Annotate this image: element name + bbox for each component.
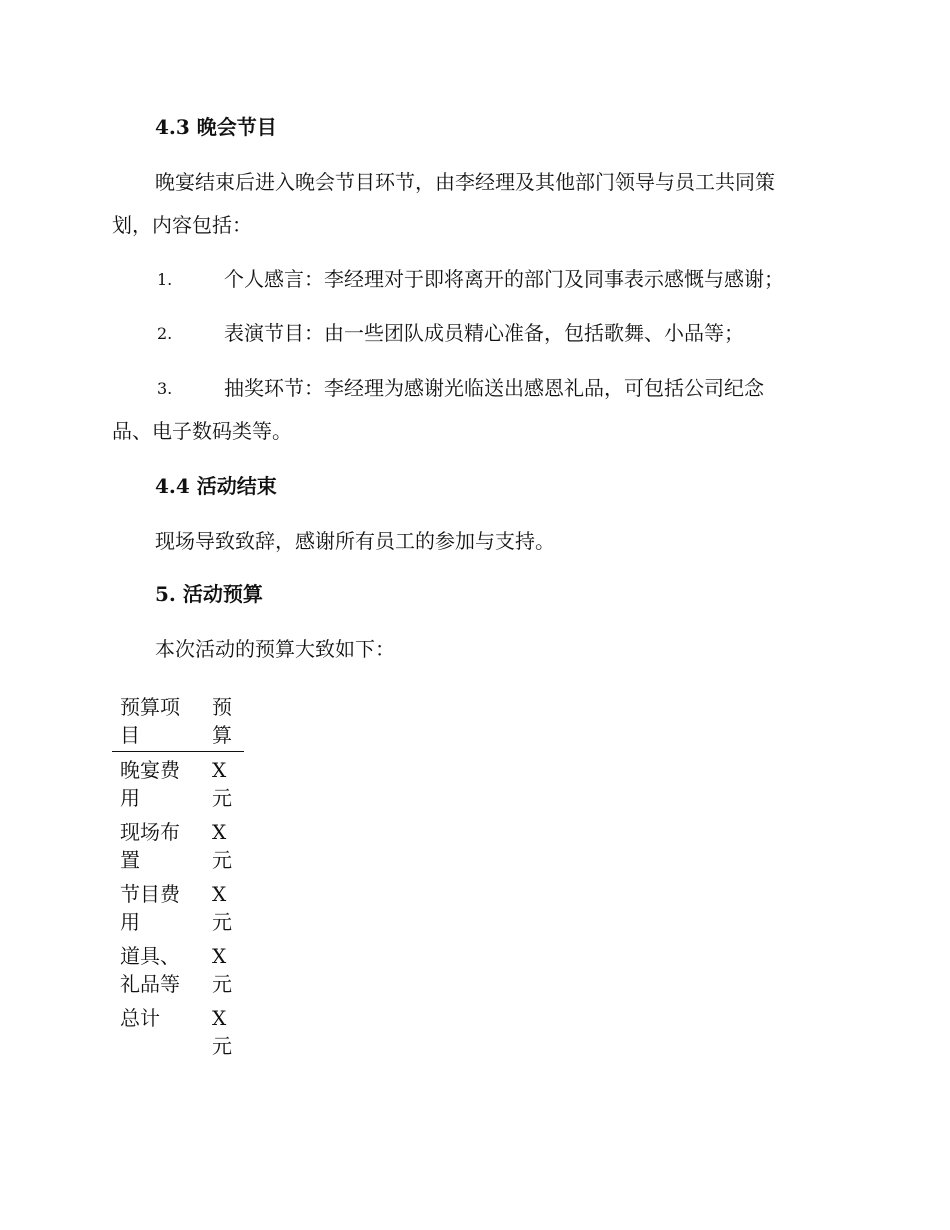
table-cell-budget: X 元 — [212, 820, 232, 872]
table-cell-budget: X 元 — [212, 758, 232, 810]
list-item-text: 个人感言：李经理对于即将离开的部门及同事表示感慨与感谢； — [224, 267, 784, 291]
closing-paragraph: 现场导致致辞，感谢所有员工的参加与支持。 — [155, 529, 555, 553]
table-row — [112, 1000, 244, 1062]
column-header-item: 预算项目 — [120, 695, 180, 747]
table-cell-item: 总计 — [120, 1006, 160, 1030]
list-item-number: 1. — [157, 270, 173, 289]
list-item-number: 3. — [157, 379, 173, 398]
heading-4-3: 4.3 晚会节目 — [155, 115, 277, 139]
heading-5: 5. 活动预算 — [155, 582, 263, 606]
table-cell-budget: X 元 — [212, 1006, 232, 1058]
table-row — [112, 876, 244, 938]
table-cell-budget: X 元 — [212, 882, 232, 934]
list-item-continuation: 品、电子数码类等。 — [112, 419, 292, 443]
list-item-number: 2. — [157, 324, 173, 343]
table-cell-item: 道具、礼品等 — [120, 944, 180, 996]
list-item-text: 表演节目：由一些团队成员精心准备，包括歌舞、小品等； — [224, 321, 744, 345]
table-cell-budget: X 元 — [212, 944, 232, 996]
intro-paragraph-line-1: 晚宴结束后进入晚会节目环节，由李经理及其他部门领导与员工共同策 — [155, 170, 775, 194]
list-item-text: 抽奖环节：李经理为感谢光临送出感恩礼品，可包括公司纪念 — [224, 376, 764, 400]
intro-paragraph-line-2: 划，内容包括： — [112, 213, 252, 237]
heading-4-4: 4.4 活动结束 — [155, 474, 277, 498]
table-row — [112, 752, 244, 815]
table-row — [112, 938, 244, 1000]
budget-table — [112, 693, 244, 1062]
table-cell-item: 节目费用 — [120, 882, 180, 934]
table-header-row — [112, 693, 244, 752]
table-row — [112, 814, 244, 876]
table-cell-item: 现场布置 — [120, 820, 180, 872]
budget-intro: 本次活动的预算大致如下： — [155, 637, 395, 661]
column-header-budget: 预算 — [212, 695, 232, 747]
table-cell-item: 晚宴费用 — [120, 758, 180, 810]
